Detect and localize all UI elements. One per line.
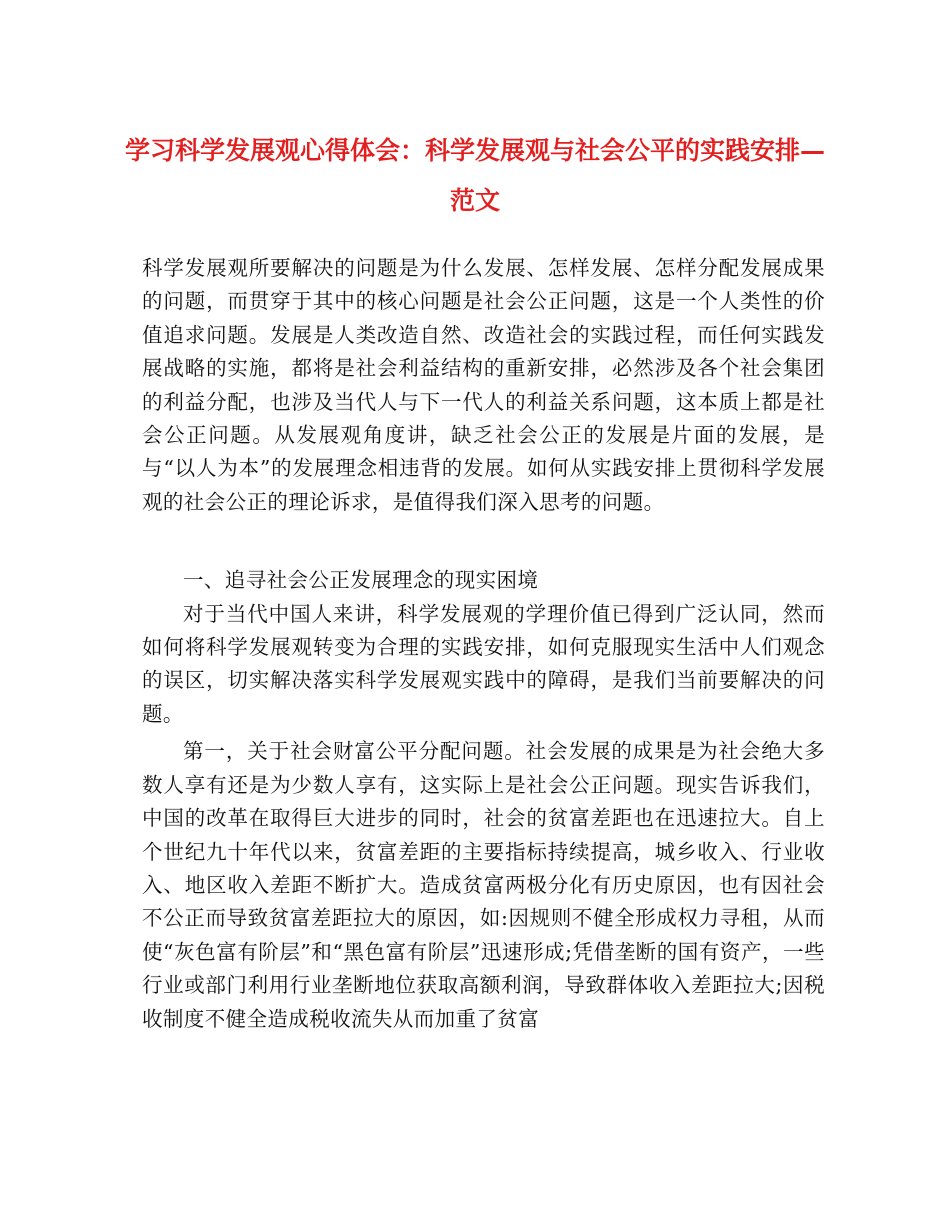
paragraph-spacer — [142, 519, 825, 564]
document-body — [142, 252, 825, 1036]
document-title: 学习科学发展观心得体会：科学发展观与社会公平的实践安排—范文 — [124, 136, 825, 215]
section-heading: 一、追寻社会公正发展理念的现实困境 — [183, 568, 539, 593]
body-paragraph: 对于当代中国人来讲，科学发展观的学理价值已得到广泛认同，然而如何将科学发展观转变为合理的实践安排，如何克服现实生活中人们观念的误区，切实解决落实科学发展观实践中的障碍，是我们当前要解决的问题。 — [142, 601, 825, 726]
intro-paragraph: 科学发展观所要解决的问题是为什么发展、怎样发展、怎样分配发展成果的问题，而贯穿于其中的核心问题是社会公正问题，这是一个人类性的价值追求问题。发展是人类改造自然、改造社会的实践过程，而任何实践发展战略的实施，都将是社会利益结构的重新安排，必然涉及各个社会集团的利益分配，也涉及当代人与下一代人的利益关系问题，这本质上都是社会公正问题。从发展观角度讲，缺乏社会公正的发展是片面的发展，是与“以人为本”的发展理念相违背的发展。如何从实践安排上贯彻科学发展观的社会公正的理论诉求，是值得我们深入思考的问题。 — [142, 256, 825, 514]
body-paragraph: 第一，关于社会财富公平分配问题。社会发展的成果是为社会绝大多数人享有还是为少数人享有，这实际上是社会公正问题。现实告诉我们，中国的改革在取得巨大进步的同时，社会的贫富差距也在迅速拉大。自上个世纪九十年代以来，贫富差距的主要指标持续提高，城乡收入、行业收入、地区收入差距不断扩大。造成贫富两极分化有历史原因，也有因社会不公正而导致贫富差距拉大的原因，如:因规则不健全形成权力寻租，从而使“灰色富有阶层”和“黑色富有阶层”迅速形成;凭借垄断的国有资产，一些行业或部门利用行业垄断地位获取高额利润，导致群体收入差距拉大;因税收制度不健全造成税收流失从而加重了贫富 — [142, 739, 825, 1031]
